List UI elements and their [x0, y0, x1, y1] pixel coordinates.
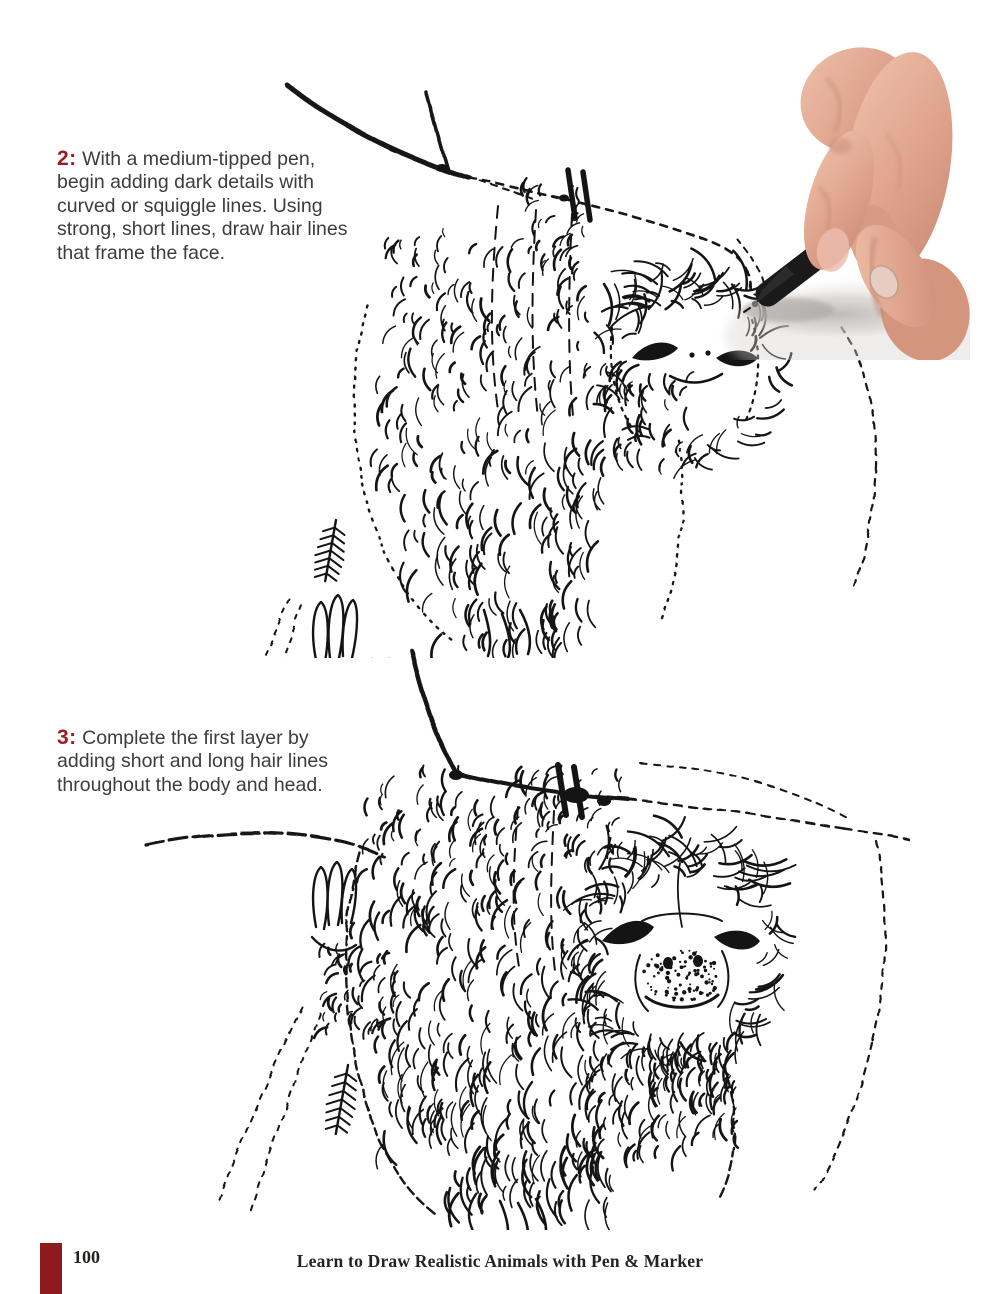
fur-body: [400, 487, 600, 627]
hand-photo: [690, 38, 970, 360]
fur-tufts: [445, 1147, 613, 1230]
sloth-face: [602, 863, 760, 1011]
fur-chin: [626, 1039, 734, 1115]
step-3-number: 3:: [57, 725, 77, 749]
fur-claw-arm: [314, 944, 398, 1038]
fur-chest: [579, 1033, 738, 1173]
step-3-text: Complete the first layer by adding short and long hair lines throughout the body and head.: [57, 726, 329, 796]
branch-knot: [559, 195, 569, 202]
claw-hand: [312, 862, 356, 951]
step-2-number: 2:: [57, 146, 77, 170]
fur-body: [375, 1028, 604, 1169]
fur-body: [371, 347, 604, 508]
step-3-illustration: [120, 645, 920, 1230]
step-2-text: With a medium-tipped pen, begin adding dark details with curved or squiggle lines. Using strong, short lines, draw hair lines that frame the face.: [57, 147, 348, 264]
book-title: Learn to Draw Realistic Animals with Pen & Marker: [296, 1251, 704, 1271]
fur-body: [348, 879, 598, 1054]
fern-leaf: [326, 1065, 357, 1134]
muzzle-stipple: [642, 950, 717, 1002]
branch-knot: [436, 164, 448, 172]
fur-body: [383, 229, 588, 364]
page-number: 100: [73, 1247, 100, 1267]
fern-leaf: [315, 520, 345, 581]
